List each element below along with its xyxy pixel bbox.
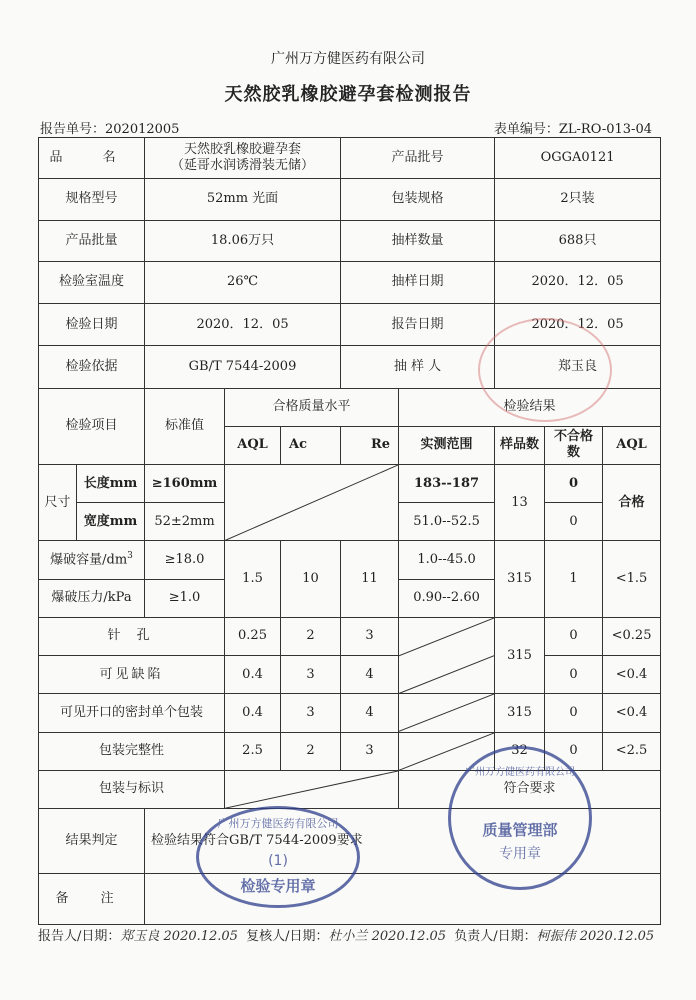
burst-samples: 315 (495, 541, 545, 617)
pinhole-aql: 0.25 (225, 617, 281, 655)
head-result: 检验结果 (399, 388, 661, 426)
length-std: ≥160mm (145, 465, 225, 503)
signature-line (38, 925, 654, 944)
width-fail: 0 (545, 503, 603, 541)
visible-ac: 3 (281, 656, 341, 694)
reporter-signature: 郑玉良 2020.12.05 (120, 929, 238, 944)
seal-fail: 0 (545, 694, 603, 732)
label-qty: 产品批量 (39, 220, 145, 261)
burst-aql: 1.5 (225, 541, 281, 617)
size-samples: 13 (495, 465, 545, 541)
reporter-label: 报告人/日期： (38, 929, 121, 944)
burst-re: 11 (341, 541, 399, 617)
size-label: 尺寸 (39, 465, 77, 541)
head-range: 实测范围 (399, 426, 495, 464)
label-sample-date: 抽样日期 (341, 261, 495, 303)
remark-label: 备 注 (39, 873, 145, 924)
width-label: 宽度mm (77, 503, 145, 541)
seal-label: 可见开口的密封单个包装 (39, 694, 225, 732)
pack-samples: 32 (495, 732, 545, 770)
pack-value: 2只装 (495, 179, 661, 220)
basis-value: GB/T 7544-2009 (145, 346, 341, 388)
burst-pressure-label: 爆破压力/kPa (39, 579, 145, 617)
seal-aql: 0.4 (225, 694, 281, 732)
pinhole-ac: 2 (281, 617, 341, 655)
pinhole-result: <0.25 (603, 617, 661, 655)
head-item: 检验项目 (39, 388, 145, 464)
pinhole-re: 3 (341, 617, 399, 655)
report-number: 报告单号：202012005 (40, 122, 180, 137)
labeling-quality-na (225, 770, 399, 808)
seal-result: <0.4 (603, 694, 661, 732)
length-label: 长度mm (77, 465, 145, 503)
seal-ac: 3 (281, 694, 341, 732)
spec-value: 52mm 光面 (145, 179, 341, 220)
seal-re: 4 (341, 694, 399, 732)
temp-value: 26℃ (145, 261, 341, 303)
length-range: 183--187 (399, 465, 495, 503)
label-test-date: 检验日期 (39, 304, 145, 346)
pack-integrity-label: 包装完整性 (39, 732, 225, 770)
pack-result: <2.5 (603, 732, 661, 770)
width-range: 51.0--52.5 (399, 503, 495, 541)
size-quality-na (225, 465, 399, 541)
conclusion-label: 结果判定 (39, 809, 145, 873)
labeling-label: 包装与标识 (39, 770, 225, 808)
burst-fail: 1 (545, 541, 603, 617)
batch-number: OGGA0121 (495, 138, 661, 179)
quality-dept-stamp: 广州万方健医药有限公司 质量管理部 专用章 (448, 746, 592, 890)
visible-re: 4 (341, 656, 399, 694)
pinhole-fail: 0 (545, 617, 603, 655)
test-date-value: 2020．12．05 (145, 304, 341, 346)
labeling-result: 符合要求 (399, 770, 661, 808)
visible-aql: 0.4 (225, 656, 281, 694)
company-name: 广州万方健医药有限公司 (271, 51, 425, 67)
label-basis: 检验依据 (39, 346, 145, 388)
burst-result: <1.5 (603, 541, 661, 617)
head-aql2: AQL (603, 426, 661, 464)
pack-ac: 2 (281, 732, 341, 770)
pv-range-na (399, 617, 495, 693)
label-batch: 产品批号 (341, 138, 495, 179)
head-re: Re (341, 426, 399, 464)
label-report-date: 报告日期 (341, 304, 495, 346)
width-std: 52±2mm (145, 503, 225, 541)
reviewer-signature: 杜小兰 2020.12.05 (328, 929, 447, 944)
pack-aql: 2.5 (225, 732, 281, 770)
seal-samples: 315 (495, 694, 545, 732)
form-number: 表单编号：ZL-RO-013-04 (493, 122, 652, 137)
qty-value: 18.06万只 (145, 220, 341, 261)
visible-result: <0.4 (603, 656, 661, 694)
label-product-name: 品 名 (39, 138, 145, 179)
length-fail: 0 (545, 465, 603, 503)
manager-signature: 柯振伟 2020.12.05 (536, 929, 655, 944)
burst-pressure-range: 0.90--2.60 (399, 579, 495, 617)
burst-pressure-std: ≥1.0 (145, 579, 225, 617)
head-samples: 样品数 (495, 426, 545, 464)
pv-samples: 315 (495, 617, 545, 693)
manager-label: 负责人/日期： (454, 929, 537, 944)
head-fail: 不合格 数 (545, 426, 603, 464)
conclusion-text: 检验结果符合GB/T 7544-2009要求 (145, 809, 661, 873)
faint-red-stamp (478, 318, 612, 422)
sample-qty-value: 688只 (495, 220, 661, 261)
pack-fail: 0 (545, 732, 603, 770)
label-spec: 规格型号 (39, 179, 145, 220)
product-name: 天然胶乳橡胶避孕套 （延哥水润诱滑装无储） (145, 138, 341, 179)
report-title: 天然胶乳橡胶避孕套检测报告 (224, 84, 472, 105)
burst-volume-label: 爆破容量$/dm^3$ (39, 541, 145, 579)
sample-date-value: 2020．12．05 (495, 261, 661, 303)
visible-defect-label: 可见缺陷 (39, 656, 225, 694)
seal-range-na (399, 694, 495, 732)
burst-volume-std: ≥18.0 (145, 541, 225, 579)
inspection-stamp: 广州万方健医药有限公司 (1) 检验专用章 (196, 806, 360, 908)
label-pack: 包装规格 (341, 179, 495, 220)
head-aql: AQL (225, 426, 281, 464)
size-result: 合格 (603, 465, 661, 541)
burst-volume-range: 1.0--45.0 (399, 541, 495, 579)
burst-ac: 10 (281, 541, 341, 617)
report-date-value: 2020．12．05 (495, 304, 661, 346)
label-sample-qty: 抽样数量 (341, 220, 495, 261)
head-quality: 合格质量水平 (225, 388, 399, 426)
head-std: 标准值 (145, 388, 225, 464)
label-sampler: 抽 样 人 (341, 346, 495, 388)
head-ac: Ac (281, 426, 341, 464)
reviewer-label: 复核人/日期： (246, 929, 329, 944)
visible-fail: 0 (545, 656, 603, 694)
pinhole-label: 针 孔 (39, 617, 225, 655)
pack-re: 3 (341, 732, 399, 770)
label-temp: 检验室温度 (39, 261, 145, 303)
sampler-value: 郑玉良 (495, 346, 661, 388)
